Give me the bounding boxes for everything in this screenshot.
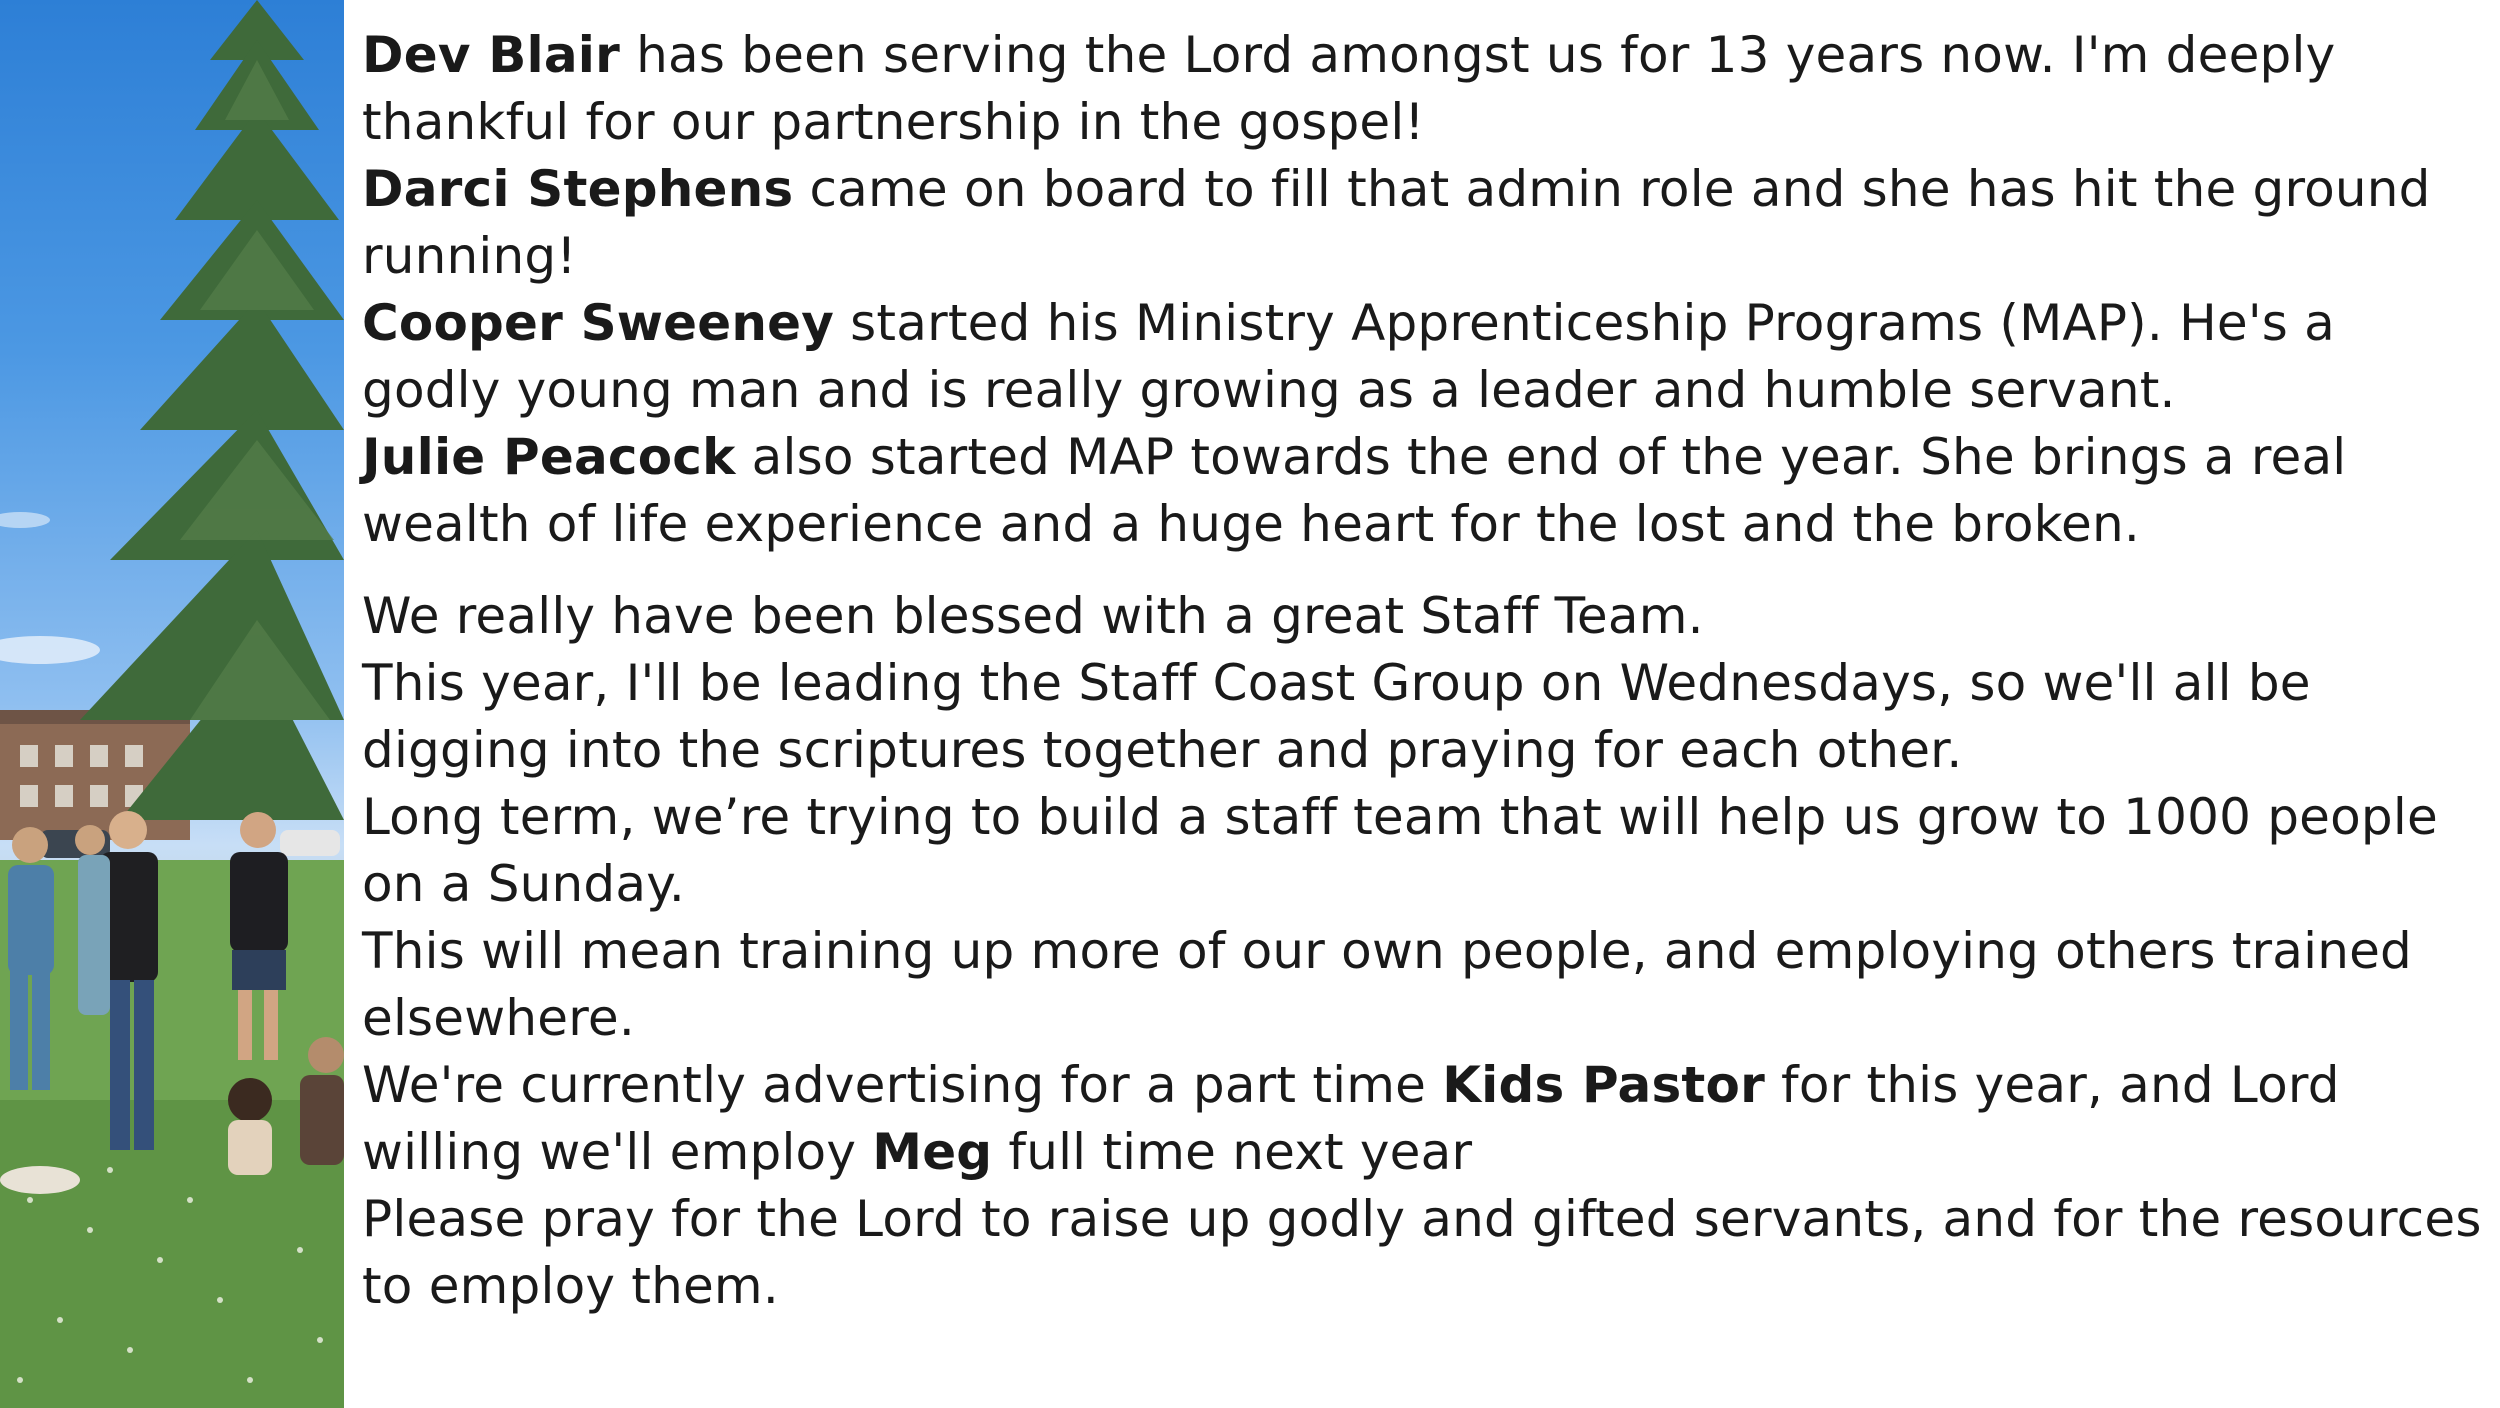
staff-update-cooper-sweeney bbox=[362, 290, 2482, 424]
paragraph-long-term: Long term, we’re trying to build a staff team that will help us grow to 1000 people on a Sunday. bbox=[362, 788, 2438, 913]
paragraph-training: This will mean training up more of our own people, and employing others trained elsewhere. bbox=[362, 922, 2412, 1047]
staff-report-text bbox=[362, 22, 2482, 1320]
staff-description: has been serving the Lord amongst us for 13 years now. I'm deeply thankful for our partnership in the gospel! bbox=[362, 26, 2336, 151]
staff-name: Darci Stephens bbox=[362, 160, 794, 218]
staff-group-photo bbox=[0, 0, 344, 1408]
kids-pastor-role: Kids Pastor bbox=[1442, 1056, 1765, 1114]
staff-update-darci-stephens bbox=[362, 156, 2482, 290]
staff-description: started his Ministry Apprenticeship Programs (MAP). He's a godly young man and is really growing as a leader and humble servant. bbox=[362, 294, 2335, 419]
staff-update-julie-peacock bbox=[362, 424, 2482, 558]
photo-illustration bbox=[0, 0, 344, 1408]
staff-name: Cooper Sweeney bbox=[362, 294, 835, 352]
advertising-text: for this year, and Lord willing we'll employ bbox=[362, 1056, 2340, 1181]
staff-description: also started MAP towards the end of the year. She brings a real wealth of life experience and a huge heart for the lost and the broken. bbox=[362, 428, 2347, 553]
paragraph-advertising bbox=[362, 1052, 2482, 1186]
staff-name: Julie Peacock bbox=[362, 428, 736, 486]
advertising-text: We're currently advertising for a part time bbox=[362, 1056, 1443, 1114]
meg-name: Meg bbox=[872, 1123, 993, 1181]
paragraph-blessed: We really have been blessed with a great Staff Team. bbox=[362, 587, 1704, 645]
paragraph-pray: Please pray for the Lord to raise up godly and gifted servants, and for the resources to employ them. bbox=[362, 1190, 2482, 1315]
staff-name: Dev Blair bbox=[362, 26, 621, 84]
staff-description: came on board to fill that admin role and she has hit the ground running! bbox=[362, 160, 2431, 285]
staff-update-dev-blair bbox=[362, 22, 2482, 156]
advertising-text: full time next year bbox=[992, 1123, 1473, 1181]
paragraph-coast-group: This year, I'll be leading the Staff Coast Group on Wednesdays, so we'll all be digging into the scriptures together and praying for each other. bbox=[362, 654, 2311, 779]
